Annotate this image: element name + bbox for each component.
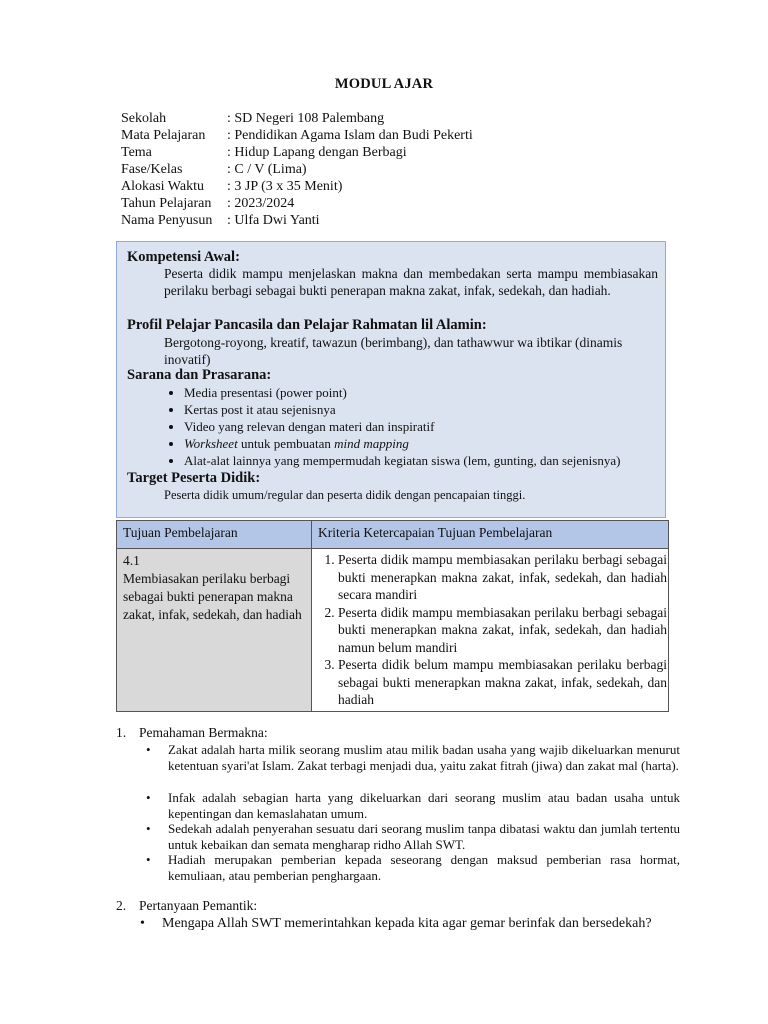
meta-key: Fase/Kelas: [121, 162, 183, 177]
list-item-text: Sedekah adalah penyerahan sesuatu dari seorang muslim tanpa dibatasi waktu dan jumlah tertentu untuk kebaikan dan semata mengharap ridho Allah SWT.: [168, 821, 680, 852]
meta-value: : 3 JP (3 x 35 Menit): [227, 179, 343, 194]
meta-row: [121, 144, 473, 161]
meta-row: [121, 178, 473, 195]
bullet-icon: •: [146, 852, 151, 867]
worksheet-text: untuk pembuatan: [240, 436, 331, 451]
section-title: Pertanyaan Pemantik:: [139, 898, 258, 913]
kompetensi-heading: Kompetensi Awal:: [127, 249, 240, 265]
meta-value: : SD Negeri 108 Palembang: [227, 111, 385, 126]
meta-key: Sekolah: [121, 111, 167, 126]
target-text: Peserta didik umum/regular dan peserta didik dengan pencapaian tinggi.: [164, 488, 526, 502]
meta-row: [121, 195, 473, 212]
mind-mapping-word: mind mapping: [334, 436, 409, 451]
kompetensi-text: Peserta didik mampu menjelaskan makna dan membedakan serta mampu membiasakan perilaku berbagi sebagai bukti penerapan makna zakat, infak, sedekah, dan hadiah.: [164, 266, 658, 298]
meta-row: [121, 161, 473, 178]
meta-value: : Ulfa Dwi Yanti: [227, 213, 320, 228]
bullet-icon: •: [146, 821, 151, 836]
criteria-list: [312, 551, 668, 709]
sarana-heading: Sarana dan Prasarana:: [127, 367, 272, 383]
meta-row: [121, 212, 473, 229]
objectives-table: [116, 520, 669, 712]
bullet-icon: •: [140, 916, 145, 931]
meta-key: Mata Pelajaran: [121, 128, 206, 143]
list-item-text: Hadiah merupakan pemberian kepada seseorang dengan maksud pemberian rasa hormat, kemuliaan, atau pemberian penghargaan.: [168, 852, 680, 883]
profil-heading: Profil Pelajar Pancasila dan Pelajar Rahmatan lil Alamin:: [127, 317, 487, 333]
list-item: • Media presentasi (power point): [184, 384, 620, 401]
section-number: 2.: [116, 898, 127, 913]
competency-box: [116, 241, 666, 518]
objective-code: 4.1: [123, 553, 140, 568]
meta-value: : 2023/2024: [227, 196, 295, 211]
page-title: MODUL AJAR: [334, 76, 434, 92]
list-item: • Video yang relevan dengan materi dan inspiratif: [184, 418, 620, 435]
table-header-left: [117, 521, 312, 549]
criteria-item: 1. Peserta didik mampu membiasakan perilaku berbagi sebagai bukti menerapkan makna zakat, infak, sedekah, dan hadiah secara mandiri: [338, 551, 668, 604]
header-left-label: Tujuan Pembelajaran: [123, 525, 238, 540]
table-header-row: [117, 521, 669, 549]
meta-value: : C / V (Lima): [227, 162, 307, 177]
meta-key: Nama Penyusun: [121, 213, 213, 228]
meta-row: [121, 110, 473, 127]
meta-key: Tahun Pelajaran: [121, 196, 212, 211]
sarana-list: [164, 384, 620, 469]
meta-value: : Hidup Lapang dengan Berbagi: [227, 145, 407, 160]
target-heading: Target Peserta Didik:: [127, 470, 261, 486]
table-header-right: [312, 521, 669, 549]
list-item-text: Zakat adalah harta milik seorang muslim atau milik badan usaha yang wajib dikeluarkan menurut ketentuan syari'at Islam. Zakat terbagi menjadi dua, yaitu zakat fitrah (jiwa) dan zakat mal (harta).: [168, 742, 680, 773]
worksheet-word: Worksheet: [184, 436, 238, 451]
list-item-text: Infak adalah sebagian harta yang dikeluarkan dari seorang muslim atau badan usaha untuk kepentingan dan kemaslahatan umum.: [168, 790, 680, 821]
meta-key: Tema: [121, 145, 152, 160]
list-item: [184, 435, 620, 452]
bullet-icon: •: [146, 790, 151, 805]
section-number: 1.: [116, 725, 127, 740]
objective-cell: [117, 549, 312, 712]
header-right-label: Kriteria Ketercapaian Tujuan Pembelajaran: [318, 525, 553, 540]
table-row: [117, 549, 669, 712]
meta-key: Alokasi Waktu: [121, 179, 204, 194]
meta-info: [121, 110, 473, 229]
criteria-item: 2. Peserta didik mampu membiasakan perilaku berbagi sebagai bukti menerapkan makna zakat, infak, sedekah, dan hadiah namun belum mandiri: [338, 604, 668, 657]
list-item: • Kertas post it atau sejenisnya: [184, 401, 620, 418]
objective-text: Membiasakan perilaku berbagi sebagai bukti penerapan makna zakat, infak, sedekah, dan hadiah: [123, 571, 302, 622]
bullet-icon: •: [146, 742, 151, 757]
criteria-item: 3. Peserta didik belum mampu membiasakan perilaku berbagi sebagai bukti menerapkan makna zakat, infak, sedekah, dan hadiah: [338, 656, 668, 709]
profil-text: Bergotong-royong, kreatif, tawazun (berimbang), dan tathawwur wa ibtikar (dinamis inovatif): [164, 335, 623, 367]
meta-row: [121, 127, 473, 144]
list-item: • Alat-alat lainnya yang mempermudah kegiatan siswa (lem, gunting, dan sejenisnya): [184, 452, 620, 469]
criteria-cell: [312, 549, 669, 712]
section-title: Pemahaman Bermakna:: [139, 725, 268, 740]
meta-value: : Pendidikan Agama Islam dan Budi Pekerti: [227, 128, 473, 143]
list-item-text: Mengapa Allah SWT memerintahkan kepada kita agar gemar berinfak dan bersedekah?: [162, 916, 652, 931]
